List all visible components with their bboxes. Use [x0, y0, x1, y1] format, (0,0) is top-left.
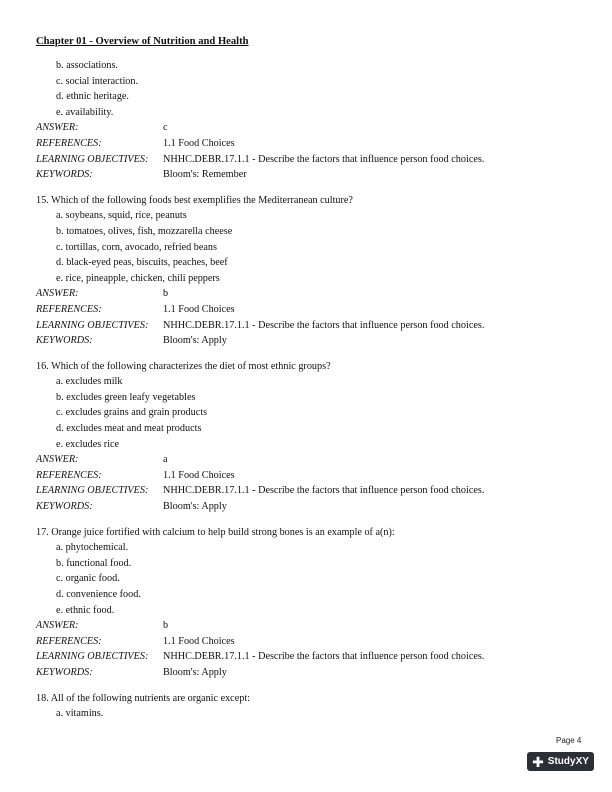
question-text: 17. Orange juice fortified with calcium to help build strong bones is an example of a(n): [36, 526, 395, 538]
keywords-label: KEYWORDS: [36, 501, 93, 513]
question-list [36, 58, 596, 722]
answer-label: ANSWER: [36, 288, 79, 300]
references-row [36, 634, 596, 650]
option-b: b. excludes green leafy vegetables [56, 391, 196, 403]
option-e: e. availability. [56, 106, 114, 118]
question-text: 16. Which of the following characterizes the diet of most ethnic groups? [36, 360, 331, 372]
references-value: 1.1 Food Choices [163, 137, 235, 149]
question-text: 15. Which of the following foods best exemplifies the Mediterranean culture? [36, 194, 353, 206]
option-a: a. soybeans, squid, rice, peanuts [56, 210, 187, 222]
studyxy-badge[interactable] [527, 752, 594, 771]
question-14-block [36, 58, 596, 183]
option-b: b. associations. [56, 60, 118, 71]
answer-value: b [163, 620, 169, 632]
option-d: d. black-eyed peas, biscuits, peaches, beef [56, 257, 228, 269]
references-value: 1.1 Food Choices [163, 469, 235, 481]
option-e: e. rice, pineapple, chicken, chili peppers [56, 272, 220, 284]
references-label: REFERENCES: [36, 303, 102, 315]
option-d: d. ethnic heritage. [56, 91, 129, 103]
answer-row [36, 618, 596, 634]
page-title: Chapter 01 - Overview of Nutrition and Health [36, 36, 249, 47]
option-a: a. vitamins. [56, 708, 104, 720]
keywords-label: KEYWORDS: [36, 666, 93, 678]
option-a: a. excludes milk [56, 376, 123, 388]
references-row [36, 136, 596, 152]
plus-icon: ✚ [532, 753, 544, 770]
question-18-block [36, 691, 596, 722]
answer-row [36, 120, 596, 136]
option-c: c. excludes grains and grain products [56, 407, 208, 419]
objectives-row [36, 152, 596, 168]
references-value: 1.1 Food Choices [163, 635, 235, 647]
option-d: d. excludes meat and meat products [56, 423, 202, 435]
objectives-row [36, 649, 596, 665]
brand-label: StudyXY [547, 756, 589, 767]
references-label: REFERENCES: [36, 635, 102, 647]
keywords-value: Bloom's: Apply [163, 501, 227, 513]
keywords-row [36, 333, 596, 349]
objectives-row [36, 483, 596, 499]
keywords-row [36, 499, 596, 515]
keywords-value: Bloom's: Remember [163, 169, 247, 181]
answer-value: a [163, 454, 168, 466]
answer-value: c [163, 122, 168, 134]
objectives-value: NHHC.DEBR.17.1.1 - Describe the factors that influence person food choices. [163, 485, 485, 497]
references-row [36, 302, 596, 318]
option-a: a. phytochemical. [56, 542, 129, 554]
objectives-value: NHHC.DEBR.17.1.1 - Describe the factors that influence person food choices. [163, 319, 485, 331]
objectives-value: NHHC.DEBR.17.1.1 - Describe the factors that influence person food choices. [163, 153, 485, 165]
option-b: b. tomatoes, olives, fish, mozzarella cheese [56, 225, 233, 237]
references-label: REFERENCES: [36, 469, 102, 481]
option-d: d. convenience food. [56, 589, 141, 600]
objectives-label: LEARNING OBJECTIVES: [36, 485, 149, 497]
answer-row [36, 286, 596, 302]
objectives-value: NHHC.DEBR.17.1.1 - Describe the factors that influence person food choices. [163, 651, 485, 663]
objectives-label: LEARNING OBJECTIVES: [36, 153, 149, 165]
option-c: c. organic food. [56, 573, 120, 585]
option-c: c. tortillas, corn, avocado, refried beans [56, 241, 217, 253]
objectives-row [36, 318, 596, 334]
option-e: e. ethnic food. [56, 604, 115, 616]
keywords-label: KEYWORDS: [36, 169, 93, 181]
keywords-label: KEYWORDS: [36, 335, 93, 347]
answer-value: b [163, 288, 169, 300]
references-row [36, 468, 596, 484]
question-16-block [36, 359, 596, 515]
question-text: 18. All of the following nutrients are organic except: [36, 692, 250, 704]
answer-label: ANSWER: [36, 454, 79, 466]
option-c: c. social interaction. [56, 75, 139, 87]
option-b: b. functional food. [56, 557, 132, 569]
answer-row [36, 452, 596, 468]
references-label: REFERENCES: [36, 137, 102, 149]
page-number: Page 4 [556, 736, 582, 745]
question-17-block [36, 525, 596, 681]
answer-label: ANSWER: [36, 620, 79, 632]
keywords-value: Bloom's: Apply [163, 666, 227, 678]
answer-label: ANSWER: [36, 122, 79, 134]
keywords-value: Bloom's: Apply [163, 335, 227, 347]
objectives-label: LEARNING OBJECTIVES: [36, 651, 149, 663]
keywords-row [36, 665, 596, 681]
option-e: e. excludes rice [56, 438, 120, 450]
objectives-label: LEARNING OBJECTIVES: [36, 319, 149, 331]
question-15-block [36, 193, 596, 349]
keywords-row [36, 167, 596, 183]
references-value: 1.1 Food Choices [163, 303, 235, 315]
